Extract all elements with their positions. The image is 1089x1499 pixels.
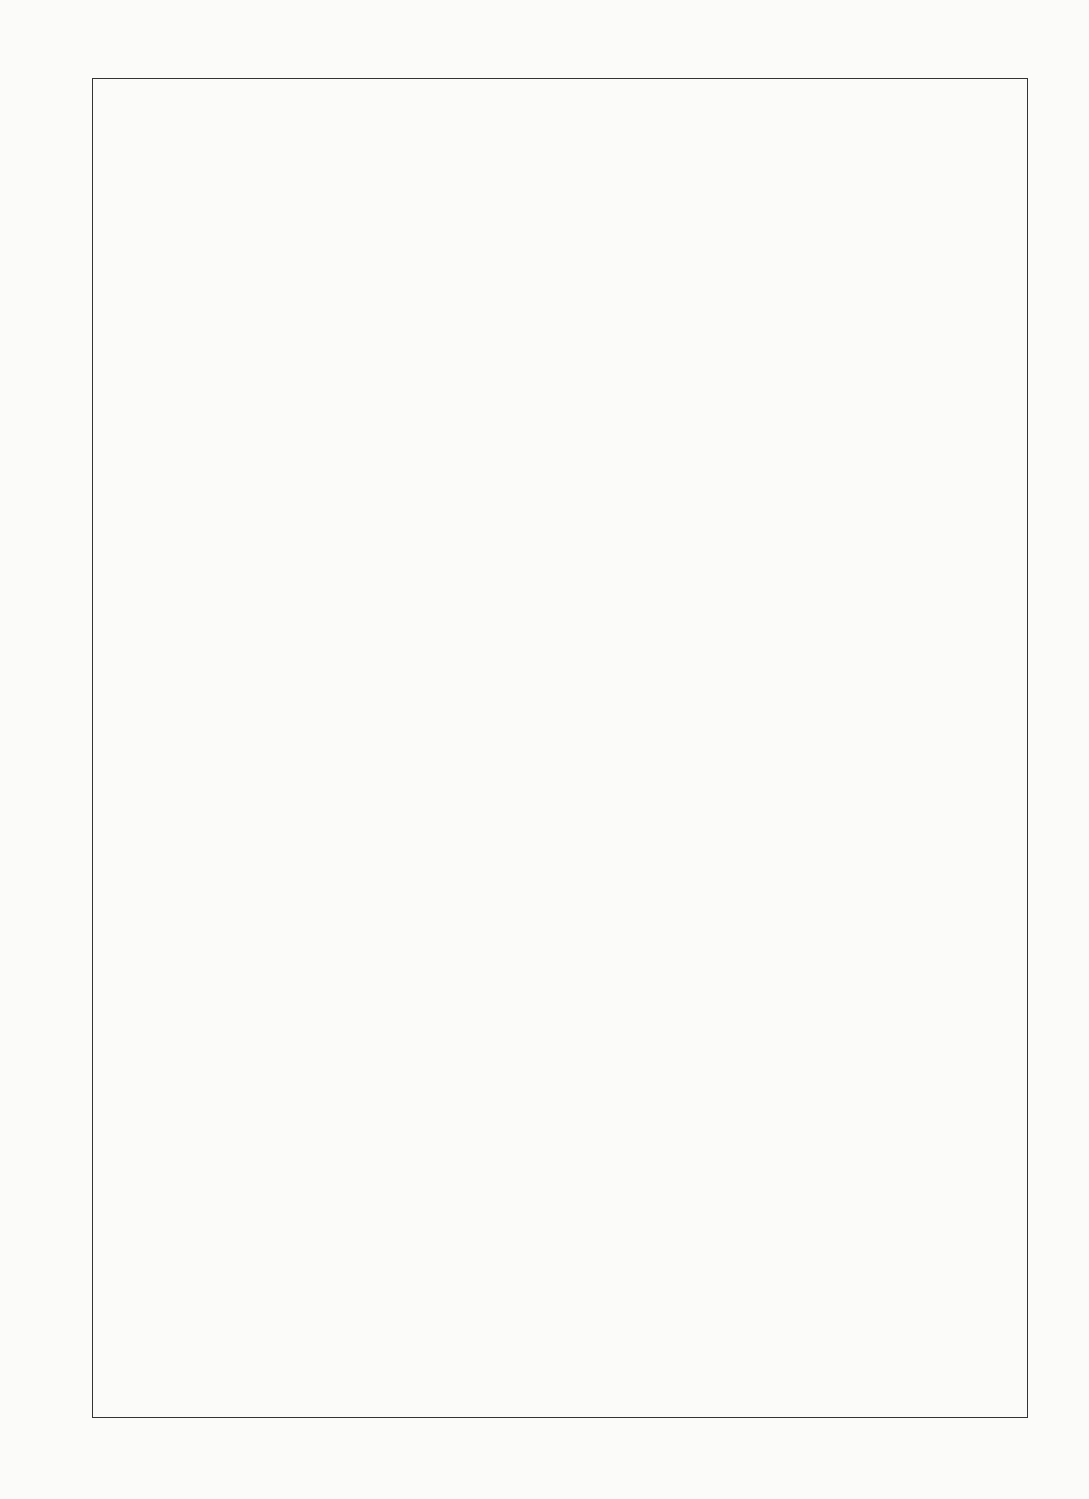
load-table [92,78,1028,1418]
